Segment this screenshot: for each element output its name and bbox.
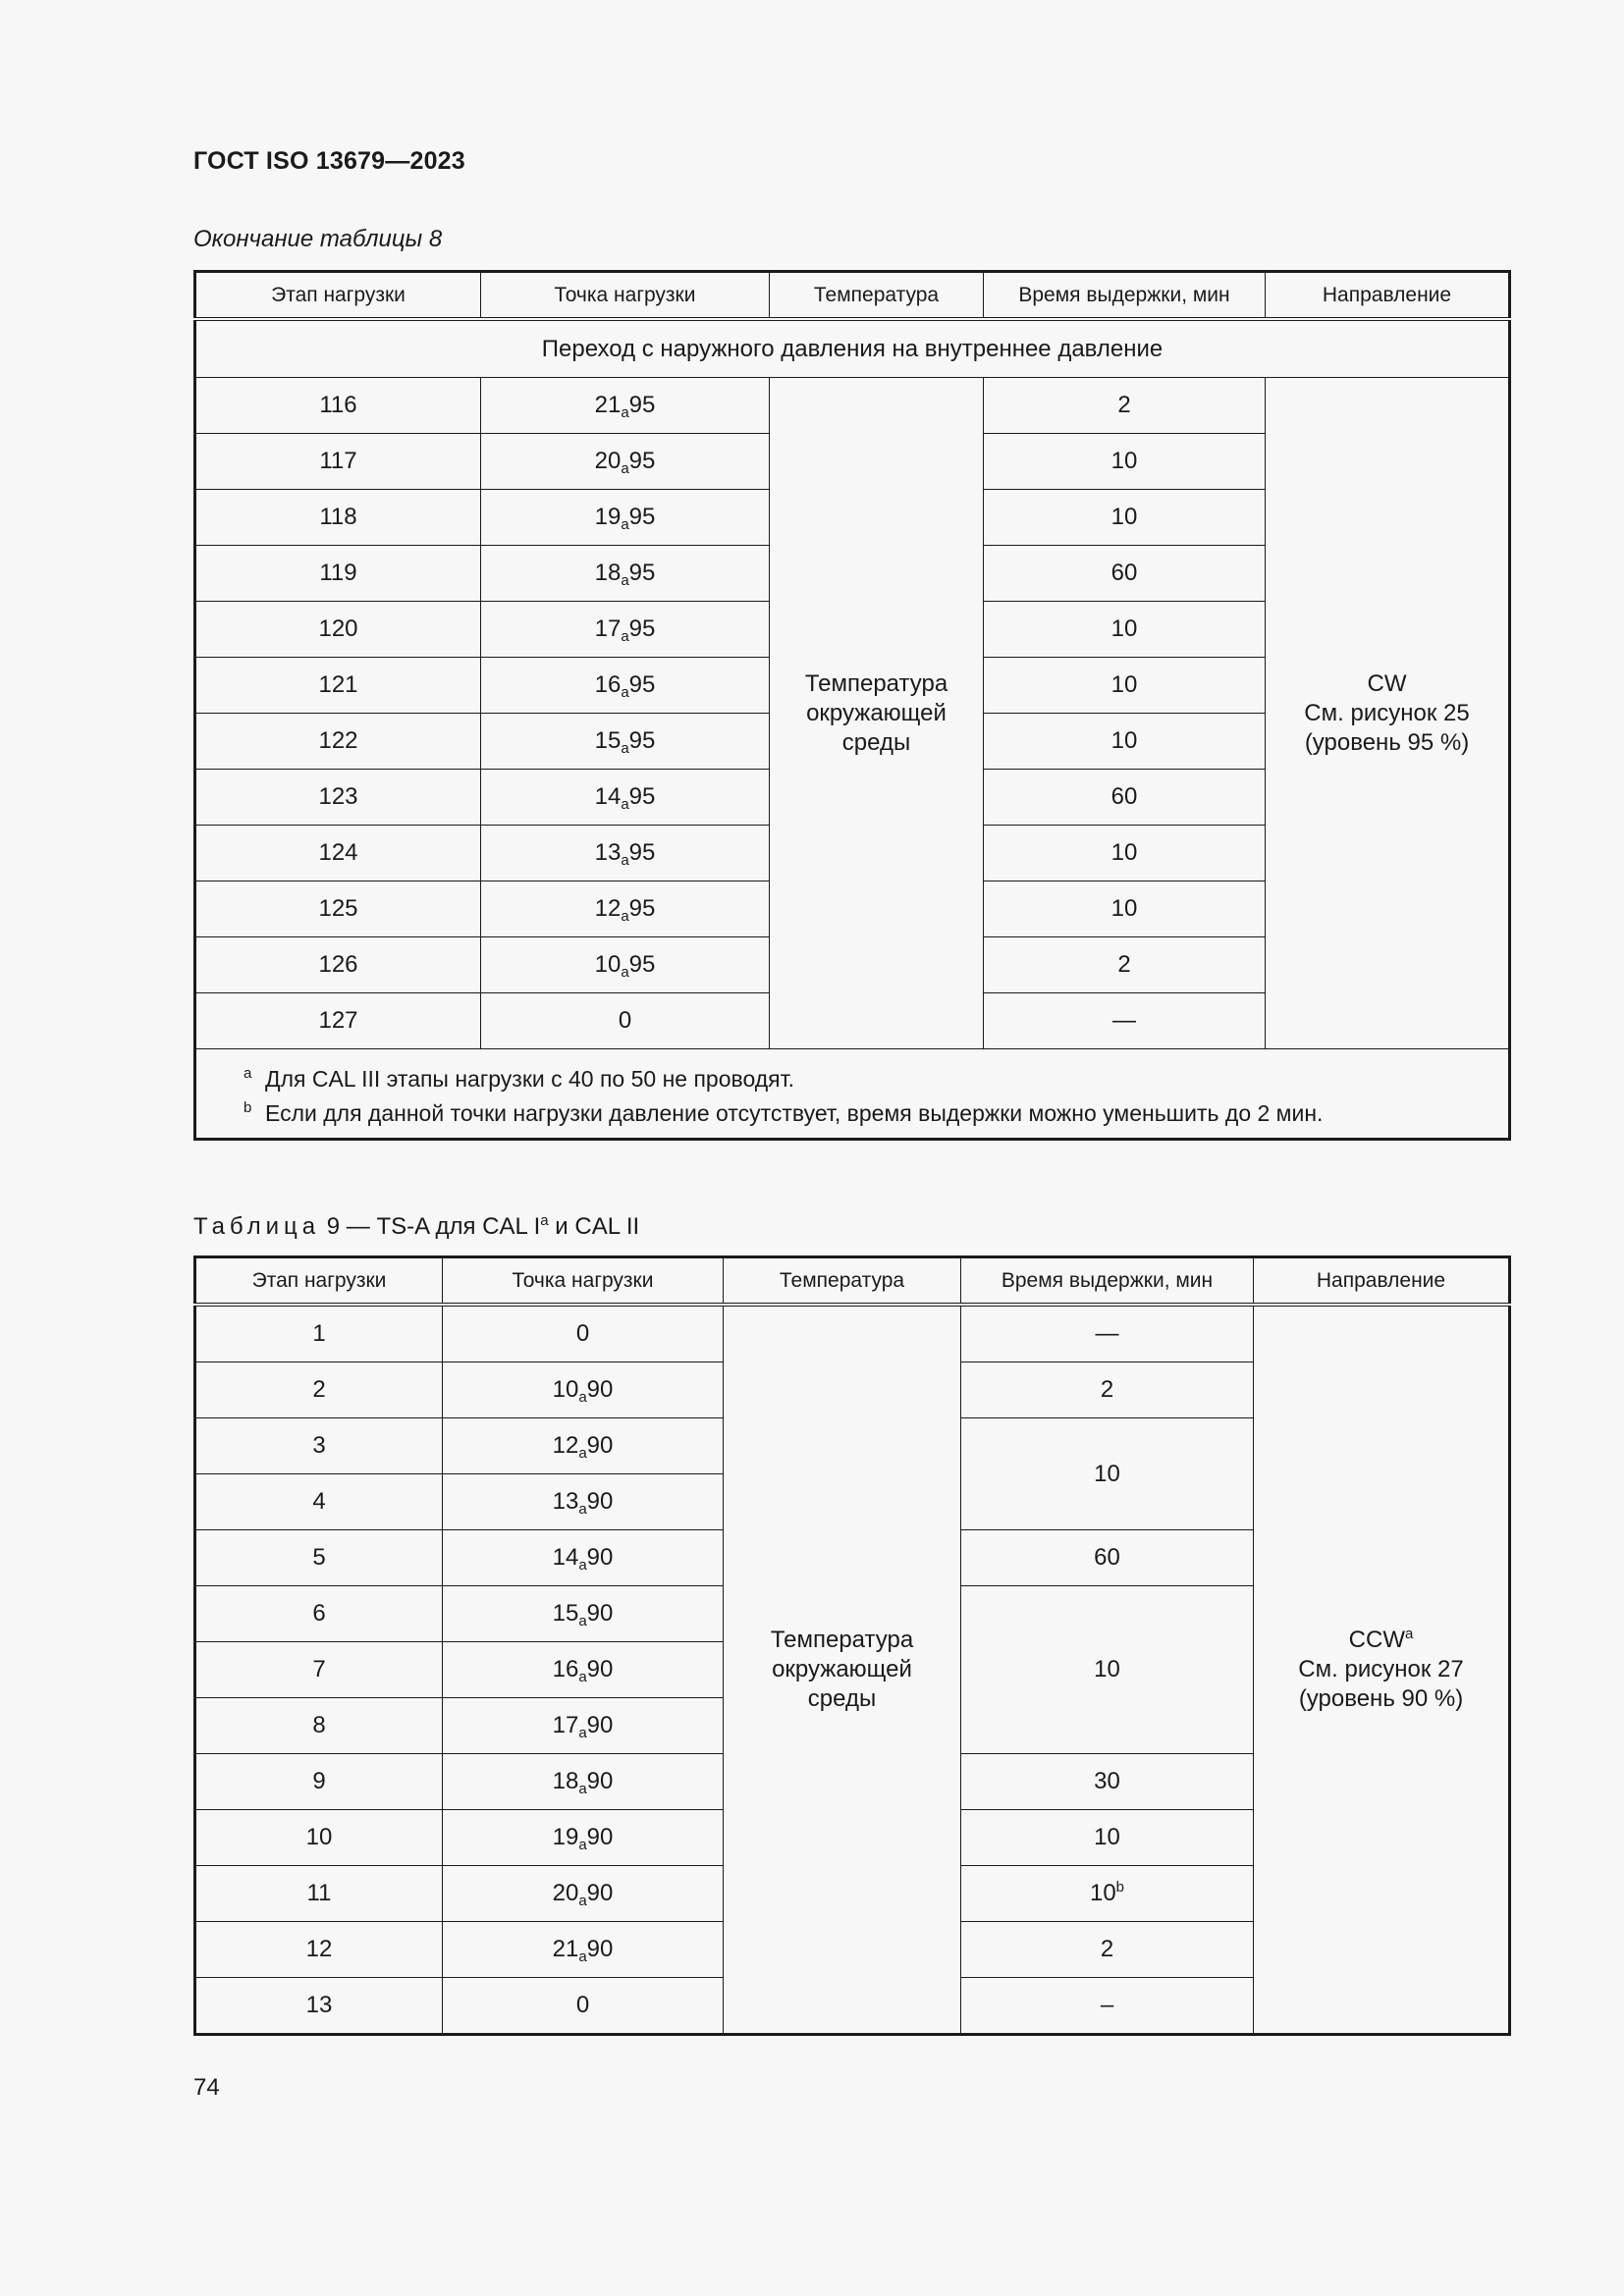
load-point-value: 0: [618, 1007, 632, 1034]
table9-caption-footnote-mark: a: [540, 1212, 549, 1229]
load-stage-cell: 123: [195, 770, 481, 826]
column-header: Температура: [770, 272, 984, 320]
load-stage-cell: 8: [195, 1698, 443, 1754]
load-point-level: 90: [586, 1376, 614, 1403]
load-stage-cell: 124: [195, 826, 481, 881]
load-point-cell: [481, 770, 770, 826]
load-stage-cell: 3: [195, 1418, 443, 1474]
hold-time-footnote-mark: b: [1115, 1879, 1125, 1896]
load-point-value: 15: [552, 1600, 579, 1627]
load-point-level: 90: [586, 1488, 614, 1515]
load-point-cell: [443, 1586, 724, 1642]
load-point-subscript: a: [578, 1613, 587, 1629]
page-number: 74: [193, 2074, 220, 2101]
load-stage-cell: 13: [195, 1978, 443, 2035]
load-point-value: 0: [575, 1992, 590, 2018]
load-stage-cell: 121: [195, 658, 481, 714]
table8-header-row: [195, 272, 1510, 320]
load-point-level: 95: [628, 504, 656, 530]
direction-value: CCW: [1348, 1627, 1405, 1653]
load-point-cell: [443, 1978, 724, 2035]
temperature-cell: [724, 1305, 961, 2035]
direction-cell: [1254, 1305, 1510, 2035]
load-stage-cell: 2: [195, 1362, 443, 1418]
load-point-value: 0: [575, 1320, 590, 1347]
table-row: [195, 378, 1510, 434]
temperature-cell: [770, 378, 984, 1049]
load-point-cell: [443, 1922, 724, 1978]
hold-time-cell: —: [984, 993, 1266, 1049]
load-point-level: 90: [586, 1600, 614, 1627]
load-point-cell: [481, 602, 770, 658]
hold-time-cell: 10: [984, 602, 1266, 658]
load-point-value: 10: [594, 951, 622, 978]
load-point-cell: [443, 1305, 724, 1362]
column-header: Температура: [724, 1257, 961, 1306]
table8-footnotes: [195, 1049, 1510, 1140]
load-point-level: 95: [628, 783, 656, 810]
hold-time-cell: 10: [984, 714, 1266, 770]
column-header: Этап нагрузки: [195, 1257, 443, 1306]
table-row: [195, 1305, 1510, 1362]
load-point-value: 12: [594, 895, 622, 922]
hold-time-cell: 10: [984, 434, 1266, 490]
table9-caption: [193, 1213, 639, 1241]
load-point-subscript: a: [621, 796, 629, 813]
load-point-level: 95: [628, 839, 656, 866]
load-point-cell: [481, 658, 770, 714]
temperature-cell-line: Температура: [804, 669, 948, 697]
column-header: Точка нагрузки: [443, 1257, 724, 1306]
hold-time-value: 2: [1100, 1936, 1114, 1962]
hold-time-value: 10: [1094, 1460, 1120, 1487]
load-stage-cell: 7: [195, 1642, 443, 1698]
load-point-cell: [481, 434, 770, 490]
table-8: [193, 270, 1511, 1141]
load-point-value: 18: [594, 560, 622, 586]
load-point-cell: [481, 714, 770, 770]
column-header: Точка нагрузки: [481, 272, 770, 320]
table9-caption-label: Таблица: [193, 1213, 321, 1240]
load-point-cell: [481, 881, 770, 937]
footnotes-row: [195, 1049, 1510, 1140]
load-point-cell: [481, 490, 770, 546]
hold-time-cell: 2: [984, 378, 1266, 434]
load-point-subscript: a: [578, 1389, 587, 1406]
load-point-cell: [481, 378, 770, 434]
direction-cell-line: (уровень 95 %): [1304, 728, 1470, 756]
load-stage-cell: 4: [195, 1474, 443, 1530]
load-stage-cell: 5: [195, 1530, 443, 1586]
load-point-subscript: a: [621, 964, 629, 981]
load-point-value: 15: [594, 727, 622, 754]
load-point-level: 90: [586, 1712, 614, 1738]
load-point-subscript: a: [578, 1837, 587, 1853]
load-stage-cell: 127: [195, 993, 481, 1049]
table8-caption: Окончание таблицы 8: [193, 226, 443, 252]
load-point-value: 21: [552, 1936, 579, 1962]
load-point-level: 95: [628, 560, 656, 586]
load-stage-cell: 11: [195, 1866, 443, 1922]
hold-time-cell: 10: [984, 658, 1266, 714]
load-point-value: 17: [552, 1712, 579, 1738]
hold-time-value: —: [1095, 1320, 1119, 1347]
footnote-mark: a: [244, 1065, 252, 1082]
column-header: Время выдержки, мин: [961, 1257, 1254, 1306]
hold-time-cell: 10: [984, 490, 1266, 546]
load-point-level: 90: [586, 1544, 614, 1571]
direction-cell: [1266, 378, 1510, 1049]
column-header: Время выдержки, мин: [984, 272, 1266, 320]
load-stage-cell: 125: [195, 881, 481, 937]
load-point-cell: [443, 1642, 724, 1698]
load-point-value: 10: [552, 1376, 579, 1403]
hold-time-cell: 60: [984, 770, 1266, 826]
hold-time-cell: 60: [984, 546, 1266, 602]
hold-time-cell: 2: [984, 937, 1266, 993]
load-stage-cell: 117: [195, 434, 481, 490]
hold-time-cell: [961, 1810, 1254, 1866]
hold-time-cell: [961, 1530, 1254, 1586]
load-point-cell: [481, 993, 770, 1049]
load-point-level: 90: [586, 1768, 614, 1794]
load-point-subscript: a: [621, 404, 629, 421]
load-point-subscript: a: [621, 908, 629, 925]
section-heading: Переход с наружного давления на внутреннее давление: [195, 319, 1510, 378]
load-point-subscript: a: [621, 460, 629, 477]
load-point-level: 95: [628, 392, 656, 418]
load-stage-cell: 122: [195, 714, 481, 770]
footnote-text: Если для данной точки нагрузки давление отсутствует, время выдержки можно уменьшить до 2 мин.: [265, 1100, 1324, 1126]
load-point-level: 90: [586, 1432, 614, 1459]
hold-time-value: 10: [1094, 1824, 1120, 1850]
load-point-subscript: a: [578, 1781, 587, 1797]
load-point-subscript: a: [578, 1893, 587, 1909]
document-header: ГОСТ ISO 13679—2023: [193, 147, 465, 175]
load-point-cell: [481, 546, 770, 602]
load-point-level: 95: [628, 615, 656, 642]
load-point-value: 18: [552, 1768, 579, 1794]
load-point-subscript: a: [621, 852, 629, 869]
load-point-level: 95: [628, 671, 656, 698]
load-point-value: 16: [594, 671, 622, 698]
load-point-cell: [443, 1530, 724, 1586]
load-point-level: 90: [586, 1880, 614, 1906]
direction-cell-line: CW: [1367, 669, 1407, 697]
load-point-value: 19: [594, 504, 622, 530]
load-point-value: 19: [552, 1824, 579, 1850]
load-stage-cell: 116: [195, 378, 481, 434]
load-point-value: 21: [594, 392, 622, 418]
load-point-level: 95: [628, 727, 656, 754]
load-point-subscript: a: [578, 1445, 587, 1462]
footnote-text: Для CAL III этапы нагрузки с 40 по 50 не проводят.: [265, 1066, 795, 1092]
column-header: Этап нагрузки: [195, 272, 481, 320]
load-point-value: 14: [594, 783, 622, 810]
load-point-cell: [443, 1698, 724, 1754]
hold-time-cell: [961, 1866, 1254, 1922]
load-point-value: 13: [594, 839, 622, 866]
table9-caption-end: и CAL II: [548, 1213, 640, 1240]
hold-time-cell: [961, 1922, 1254, 1978]
hold-time-cell: [961, 1978, 1254, 2035]
load-point-cell: [443, 1810, 724, 1866]
load-point-level: 95: [628, 448, 656, 474]
load-point-cell: [443, 1474, 724, 1530]
load-point-subscript: a: [621, 516, 629, 533]
footnote: [244, 1059, 1508, 1094]
hold-time-cell: [961, 1362, 1254, 1418]
direction-cell-line: См. рисунок 25: [1304, 699, 1470, 726]
load-point-subscript: a: [578, 1949, 587, 1965]
direction-cell-line: (уровень 90 %): [1298, 1685, 1464, 1712]
hold-time-cell: 10: [984, 881, 1266, 937]
hold-time-value: 2: [1100, 1376, 1114, 1403]
load-point-cell: [443, 1418, 724, 1474]
load-stage-cell: 10: [195, 1810, 443, 1866]
temperature-cell-line: среды: [807, 1685, 877, 1712]
hold-time-value: 10: [1094, 1656, 1120, 1682]
load-point-cell: [443, 1866, 724, 1922]
load-stage-cell: 126: [195, 937, 481, 993]
temperature-cell-line: окружающей: [772, 1656, 912, 1682]
load-point-cell: [443, 1754, 724, 1810]
load-point-subscript: a: [621, 740, 629, 757]
hold-time-cell: [961, 1418, 1254, 1530]
load-point-subscript: a: [578, 1501, 587, 1518]
load-point-level: 90: [586, 1656, 614, 1682]
load-point-level: 95: [628, 895, 656, 922]
column-header: Направление: [1254, 1257, 1510, 1306]
table9-caption-title: 9 — TS-A для CAL I: [320, 1213, 541, 1240]
load-point-value: 14: [552, 1544, 579, 1571]
load-stage-cell: 6: [195, 1586, 443, 1642]
load-point-subscript: a: [578, 1557, 587, 1574]
hold-time-cell: [961, 1305, 1254, 1362]
direction-footnote-mark: a: [1404, 1626, 1414, 1642]
load-point-subscript: a: [578, 1725, 587, 1741]
hold-time-cell: [961, 1754, 1254, 1810]
hold-time-value: 10: [1089, 1880, 1116, 1906]
footnote-mark: b: [244, 1099, 252, 1116]
load-point-cell: [443, 1362, 724, 1418]
load-stage-cell: 118: [195, 490, 481, 546]
hold-time-cell: 10: [984, 826, 1266, 881]
load-point-level: 90: [586, 1824, 614, 1850]
direction-cell-line: См. рисунок 27: [1298, 1656, 1464, 1682]
column-header: Направление: [1266, 272, 1510, 320]
load-point-value: 12: [552, 1432, 579, 1459]
load-point-value: 20: [552, 1880, 579, 1906]
temperature-cell-line: Температура: [770, 1627, 914, 1653]
temperature-cell-line: окружающей: [806, 699, 947, 726]
hold-time-value: –: [1100, 1992, 1114, 2018]
load-stage-cell: 1: [195, 1305, 443, 1362]
table9-header-row: [195, 1257, 1510, 1306]
load-point-cell: [481, 937, 770, 993]
load-point-cell: [481, 826, 770, 881]
load-point-value: 20: [594, 448, 622, 474]
footnote: [244, 1094, 1508, 1128]
hold-time-cell: [961, 1586, 1254, 1754]
load-point-subscript: a: [621, 628, 629, 645]
load-point-subscript: a: [621, 684, 629, 701]
load-point-value: 13: [552, 1488, 579, 1515]
load-stage-cell: 120: [195, 602, 481, 658]
load-point-value: 17: [594, 615, 622, 642]
temperature-cell-line: среды: [841, 728, 911, 756]
table-9: [193, 1255, 1511, 2036]
load-point-value: 16: [552, 1656, 579, 1682]
hold-time-value: 60: [1094, 1544, 1120, 1571]
table8-section-row: [195, 319, 1510, 378]
load-stage-cell: 9: [195, 1754, 443, 1810]
load-stage-cell: 119: [195, 546, 481, 602]
load-point-subscript: a: [621, 572, 629, 589]
load-point-level: 90: [586, 1936, 614, 1962]
load-stage-cell: 12: [195, 1922, 443, 1978]
load-point-level: 95: [628, 951, 656, 978]
hold-time-value: 30: [1094, 1768, 1120, 1794]
load-point-subscript: a: [578, 1669, 587, 1685]
